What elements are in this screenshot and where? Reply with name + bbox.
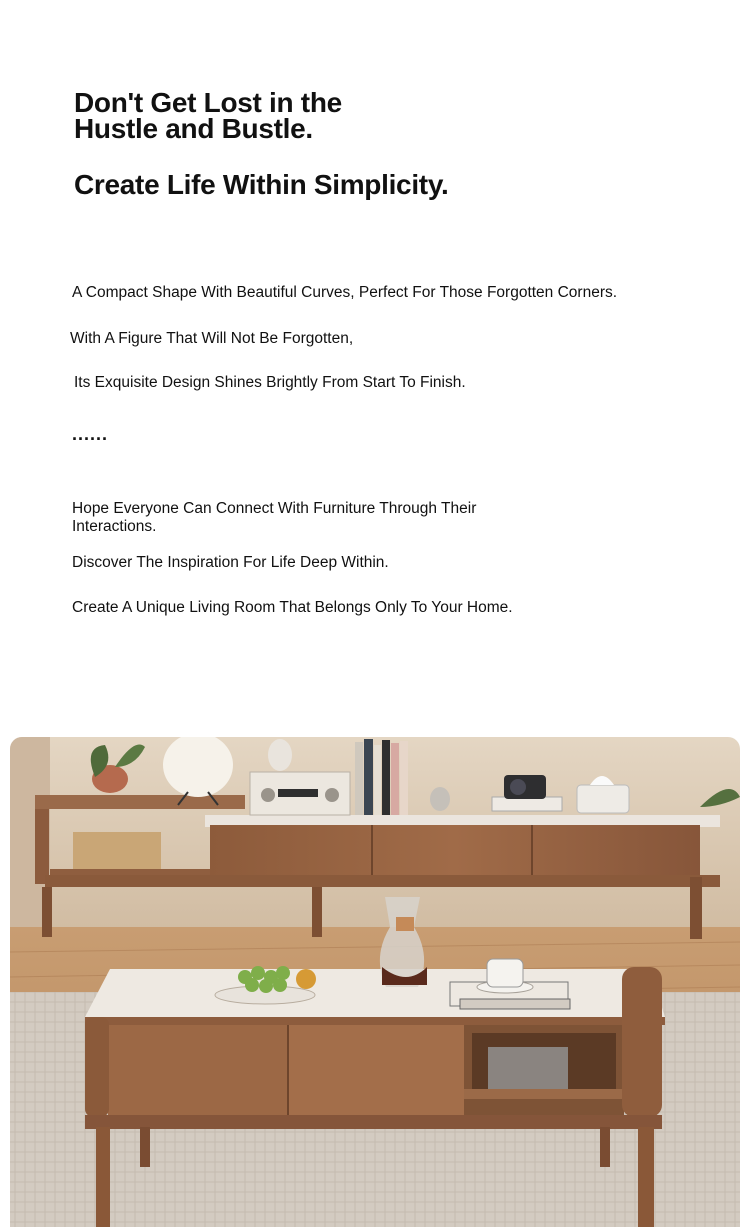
paragraph-compact-shape: A Compact Shape With Beautiful Curves, Perfect For Those Forgotten Corners. <box>72 284 618 301</box>
paragraph-exquisite-design: Its Exquisite Design Shines Brightly From Start To Finish. <box>74 374 466 391</box>
living-room-illustration <box>10 737 740 1227</box>
paragraph-connect: Hope Everyone Can Connect With Furniture Through Their Interactions. <box>72 500 477 535</box>
headline-line-1: Don't Get Lost in the <box>74 87 342 118</box>
ellipsis: ...... <box>72 424 109 444</box>
furniture-photo <box>10 737 740 1227</box>
paragraph-living-room: Create A Unique Living Room That Belongs Only To Your Home. <box>72 599 513 616</box>
paragraph-figure: With A Figure That Will Not Be Forgotten, <box>70 330 354 347</box>
headline-line-2: Hustle and Bustle. <box>74 113 313 144</box>
paragraph-inspiration: Discover The Inspiration For Life Deep Within. <box>72 554 389 571</box>
subheadline: Create Life Within Simplicity. <box>74 169 449 200</box>
headline <box>74 87 454 144</box>
